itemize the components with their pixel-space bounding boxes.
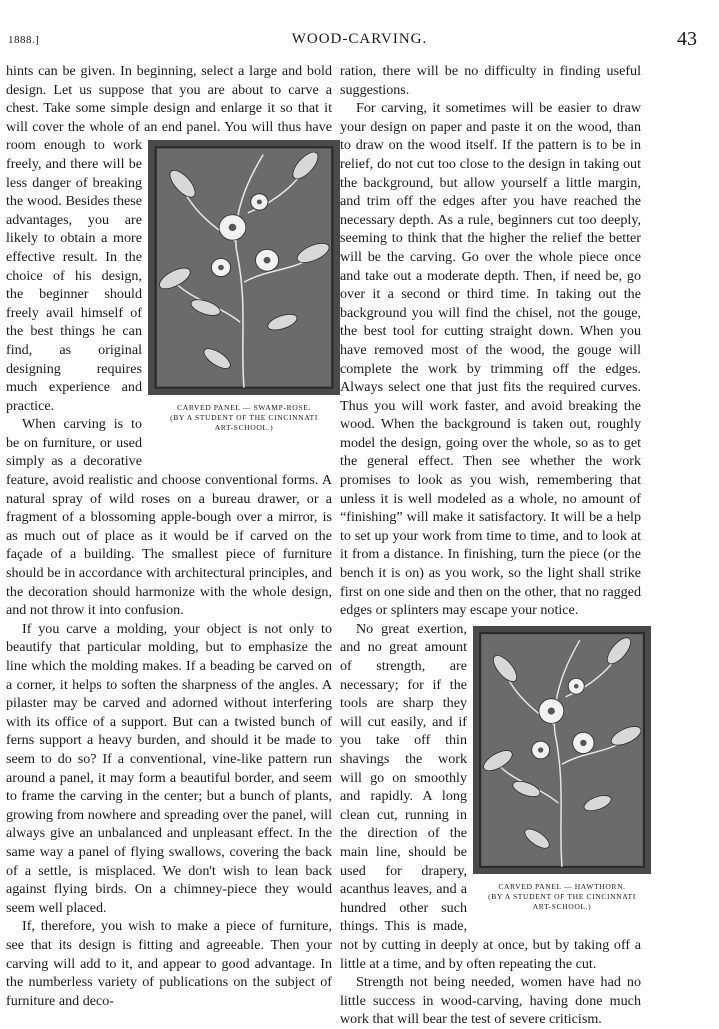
header-year: 1888.] <box>8 34 40 46</box>
left-column <box>6 62 332 1010</box>
left-paragraph-2: When carving is to be on furniture, or used simply as a decorative feature, avoid realistic and choose conventional forms. A natural spray of wild roses on a bureau drawer, or a fragment of a blossoming apple-bough over a mirror, is as much out of place as it would be if carved on the façade of a building. The smallest piece of furniture should be in accordance with architectural principles, and the decoration should harmonize with the whole design, and not throw it into confusion. <box>6 416 332 619</box>
left-figure-engraving <box>148 140 340 395</box>
right-figure-engraving <box>473 626 651 874</box>
right-paragraph-4: Strength not being needed, women have had no little success in wood-carving, having done much work that will bear the test of severe criticism. <box>340 974 641 1028</box>
right-figure-caption <box>473 882 651 912</box>
left-paragraph-1: hints can be given. In beginning, select a large and bold design. Let us suppose that you are about to carve a chest. Take some simple design and enlarge it so that it will cover the whole of an end panel. You will thus have room enough to CARVED PANEL — SWAMP-ROSE. (BY A STUDENT OF THE CINCINNATI ART-SCHOOL.) work freely, and there will be less danger of breaking the wood. Besides these advantages, you are likely to obtain a more effective result. In the choice of his design, the beginner should freely avail himself of the best things he can find, as original designing requires much experience and practice. <box>6 62 332 415</box>
left-figure-caption <box>148 403 340 433</box>
right-paragraph-2: For carving, it sometimes will be easier to draw your design on paper and paste it on the wood, than to draw on the wood itself. If the pattern is to be in relief, do not cut too close to the design in taking out the background, but allow yourself a little margin, and trim off the edges after you have reached the necessary depth. As a rule, beginners cut too deeply, seeming to think that the higher the relief the better will be the carving. Go over the whole piece once and take out a moderate depth. Then, if need be, go over it a second or third time. In taking out the background you will find the chisel, not the gouge, the best tool for cutting straight down. When you have removed most of the wood, the gouge will complete the work by trimming off the edges. Always select one that just fits the required curves. Thus you will work faster, and avoid breaking the wood. When the background is taken out, roughly model the design, going over the whole, so as to get the general effect. Then see whether the work promises to look as you wish, remembering that unless it is well modeled as a whole, no amount of “finishing” will make it satisfactory. It will be a help to set up your work from time to time, and to look at it from a distance. In finishing, turn the piece (or the bench it is on) as you work, so the light shall strike first on one side and then on the other, that no ragged edges or splinters may escape your notice. <box>340 100 641 619</box>
hawthorn-figure <box>473 626 651 924</box>
page-number: 43 <box>677 28 697 50</box>
right-figure-caption-line-1: CARVED PANEL — HAWTHORN. <box>498 881 626 891</box>
left-paragraph-3: If you carve a molding, your object is not only to beautify that particular molding, but to emphasize the line which the molding makes. If a beading be carved on a corner, it helps to soften the sharpness of the angles. A pilaster may be carved and adorned without interfering with its office of a support. But can a twisted bunch of ferns support a heavy burden, and should it be made to seem to do so? If a conventional, vine-like pattern run around a panel, it may form a beautiful border, and seem to frame the carving in the center; but a bunch of plants, growing from nowhere and spreading over the panel, will always give an unbalanced and unpleasant effect. In the same way a panel of flying swallows, covering the back of a settle, is misplaced. We don't wish to lean back against flying birds. On a chimney-piece they would seem well placed. <box>6 620 332 916</box>
right-column <box>340 62 641 1029</box>
running-head <box>0 0 719 60</box>
right-paragraph-3: CARVED PANEL — HAWTHORN. (BY A STUDENT OF THE CINCINNATI ART-SCHOOL.) No great exertion, and no great amount of strength, are necessary; for if the tools are sharp they will cut easily, and if you take off thin shavings the work will go on smoothly and rapidly. A long clean cut, running in the direction of the main line, should be used for drapery, acanthus leaves, and a hundred other such things. This is made, not by cutting in deeply at once, but by taking off a little at a time, and by often repeating the cut. <box>340 620 641 973</box>
header-title: WOOD-CARVING. <box>291 31 428 47</box>
left-figure-caption-line-1: CARVED PANEL — SWAMP-ROSE. <box>177 403 311 413</box>
left-figure-caption-line-2: (BY A STUDENT OF THE CINCINNATI <box>170 413 318 423</box>
right-figure-caption-line-3: ART-SCHOOL.) <box>532 901 592 911</box>
left-figure-caption-line-3: ART-SCHOOL.) <box>214 423 274 433</box>
swamp-rose-figure <box>148 140 340 458</box>
left-paragraph-4: If, therefore, you wish to make a piece of furniture, see that its design is fitting and agreeable. Then your carving will add to it, and appear to good advantage. In the numberless variety of publications on the subject of furniture and deco- <box>6 918 332 1009</box>
right-paragraph-1: ration, there will be no difficulty in finding useful suggestions. <box>340 63 641 98</box>
right-figure-caption-line-2: (BY A STUDENT OF THE CINCINNATI <box>488 891 636 901</box>
